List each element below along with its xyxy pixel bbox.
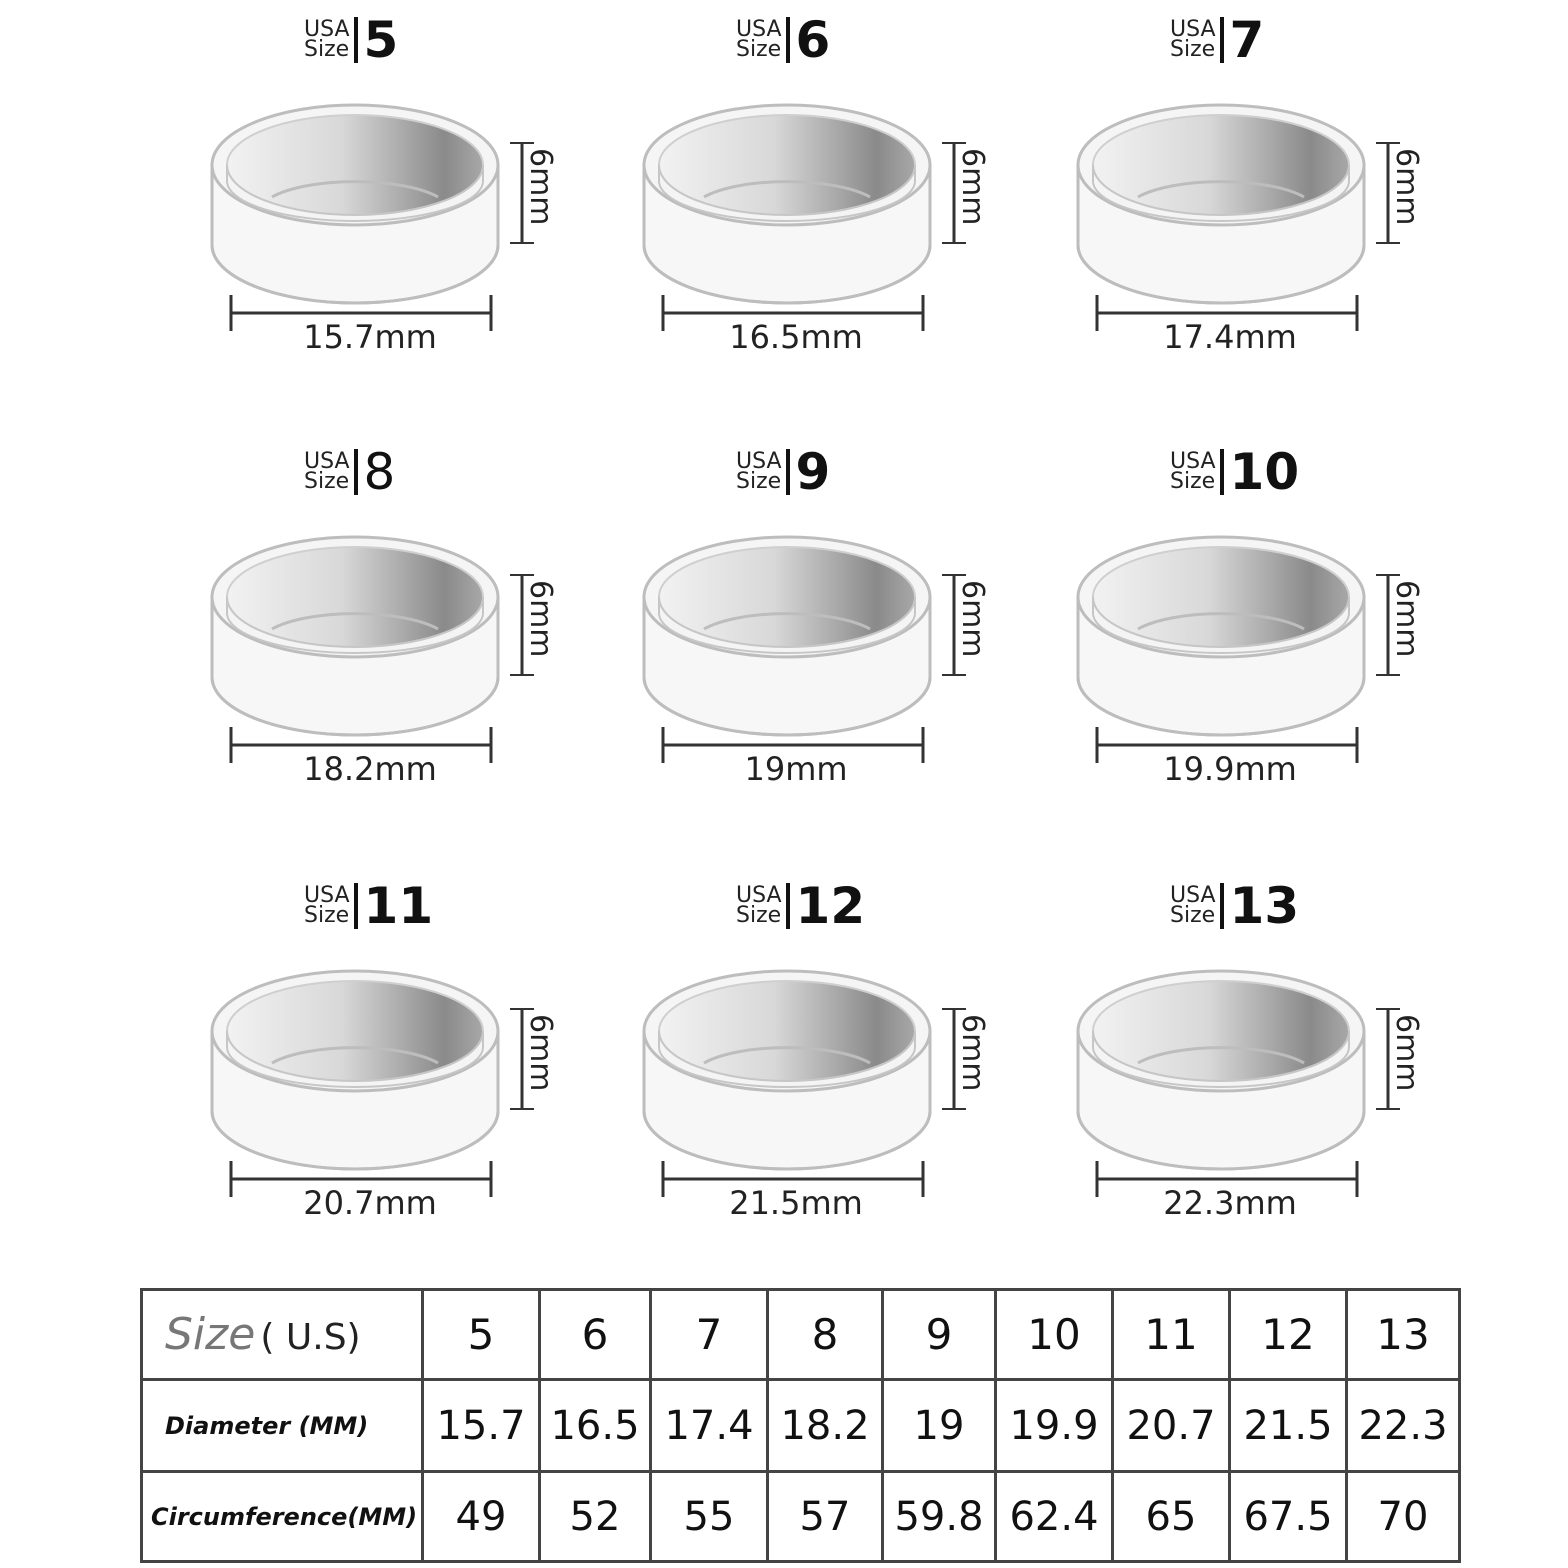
size-text: Size xyxy=(1170,903,1216,928)
size-text: Size xyxy=(304,469,350,494)
circumference-value: 62.4 xyxy=(996,1472,1113,1562)
ring-size-table xyxy=(140,1288,1461,1563)
size-value: 10 xyxy=(996,1290,1113,1380)
size-text: Size xyxy=(304,37,350,62)
usa-size-caption xyxy=(304,883,350,928)
circumference-value: 67.5 xyxy=(1230,1472,1347,1562)
ring-size-heading xyxy=(736,442,830,502)
diameter-value: 20.7 xyxy=(1113,1380,1230,1472)
ring-size-heading xyxy=(304,442,395,502)
ring-size-number: 7 xyxy=(1229,11,1265,69)
size-value: 11 xyxy=(1113,1290,1230,1380)
ring-cell-size-7 xyxy=(1076,0,1424,356)
ring-height-label: 6mm xyxy=(1389,580,1424,658)
usa-text: USA xyxy=(304,883,350,908)
diameter-row-label xyxy=(142,1380,423,1472)
size-row-label xyxy=(142,1290,423,1380)
circumference-value: 70 xyxy=(1347,1472,1460,1562)
size-text: Size xyxy=(736,903,782,928)
ring-height-label: 6mm xyxy=(955,1014,990,1092)
usa-size-caption xyxy=(1170,883,1216,928)
size-divider xyxy=(1220,883,1224,929)
size-text: Size xyxy=(1170,469,1216,494)
size-value: 9 xyxy=(883,1290,996,1380)
ring-diameter-label: 20.7mm xyxy=(303,1184,437,1222)
diameter-value: 22.3 xyxy=(1347,1380,1460,1472)
usa-size-caption xyxy=(736,449,782,494)
size-label-sub: ( U.S) xyxy=(260,1317,361,1358)
size-value: 6 xyxy=(540,1290,651,1380)
ring-cell-size-6 xyxy=(642,0,990,356)
ring-diameter-label: 21.5mm xyxy=(729,1184,863,1222)
size-divider xyxy=(354,17,358,63)
usa-text: USA xyxy=(304,449,350,474)
size-value: 8 xyxy=(768,1290,883,1380)
circumference-value: 57 xyxy=(768,1472,883,1562)
size-divider xyxy=(354,883,358,929)
diameter-value: 18.2 xyxy=(768,1380,883,1472)
size-label-word: Size xyxy=(165,1309,256,1360)
ring-diameter-label: 19mm xyxy=(744,750,848,788)
ring-diameter-label: 22.3mm xyxy=(1163,1184,1297,1222)
ring-size-number: 12 xyxy=(795,877,866,935)
size-divider xyxy=(1220,17,1224,63)
ring-diameter-label: 17.4mm xyxy=(1163,318,1297,356)
usa-text: USA xyxy=(1170,17,1216,42)
ring-diameter-label: 15.7mm xyxy=(303,318,437,356)
usa-size-caption xyxy=(304,17,350,62)
usa-text: USA xyxy=(736,883,782,908)
ring-size-number: 9 xyxy=(795,443,831,501)
size-value: 13 xyxy=(1347,1290,1460,1380)
ring-size-number: 5 xyxy=(363,11,399,69)
size-value: 12 xyxy=(1230,1290,1347,1380)
usa-size-caption xyxy=(1170,449,1216,494)
ring-size-heading xyxy=(304,10,398,70)
ring-height-label: 6mm xyxy=(523,580,558,658)
ring-size-heading xyxy=(304,876,433,936)
usa-size-caption xyxy=(736,883,782,928)
ring-size-number: 6 xyxy=(795,11,831,69)
circumference-value: 59.8 xyxy=(883,1472,996,1562)
diameter-value: 16.5 xyxy=(540,1380,651,1472)
ring-size-number: 10 xyxy=(1229,443,1300,501)
ring-size-heading xyxy=(1170,442,1299,502)
size-divider xyxy=(786,883,790,929)
ring-height-label: 6mm xyxy=(955,148,990,226)
usa-text: USA xyxy=(736,17,782,42)
circumference-value: 55 xyxy=(651,1472,768,1562)
usa-text: USA xyxy=(736,449,782,474)
ring-size-heading xyxy=(1170,876,1299,936)
circumference-value: 65 xyxy=(1113,1472,1230,1562)
size-value: 5 xyxy=(423,1290,540,1380)
ring-height-label: 6mm xyxy=(1389,1014,1424,1092)
diameter-value: 17.4 xyxy=(651,1380,768,1472)
size-divider xyxy=(354,449,358,495)
size-text: Size xyxy=(304,903,350,928)
ring-cell-size-10 xyxy=(1076,432,1424,788)
usa-size-caption xyxy=(304,449,350,494)
ring-cell-size-12 xyxy=(642,866,990,1222)
diameter-value: 15.7 xyxy=(423,1380,540,1472)
diameter-label: Diameter (MM) xyxy=(165,1411,369,1440)
size-divider xyxy=(786,449,790,495)
size-value: 7 xyxy=(651,1290,768,1380)
diameter-value: 19 xyxy=(883,1380,996,1472)
circumference-label: Circumference(MM) xyxy=(151,1502,418,1531)
ring-diameter-label: 18.2mm xyxy=(303,750,437,788)
size-text: Size xyxy=(736,37,782,62)
ring-cell-size-13 xyxy=(1076,866,1424,1222)
ring-diameter-label: 16.5mm xyxy=(729,318,863,356)
ring-cell-size-11 xyxy=(210,866,558,1222)
circumference-value: 49 xyxy=(423,1472,540,1562)
size-text: Size xyxy=(1170,37,1216,62)
diameter-value: 19.9 xyxy=(996,1380,1113,1472)
circumference-row-label xyxy=(142,1472,423,1562)
ring-size-heading xyxy=(1170,10,1264,70)
ring-height-label: 6mm xyxy=(523,1014,558,1092)
size-divider xyxy=(1220,449,1224,495)
ring-height-label: 6mm xyxy=(523,148,558,226)
usa-size-caption xyxy=(1170,17,1216,62)
ring-size-heading xyxy=(736,876,865,936)
usa-size-caption xyxy=(736,17,782,62)
table-row-diameter xyxy=(142,1380,1460,1472)
ring-diameter-label: 19.9mm xyxy=(1163,750,1297,788)
ring-height-label: 6mm xyxy=(1389,148,1424,226)
ring-cell-size-8 xyxy=(210,432,558,788)
usa-text: USA xyxy=(1170,883,1216,908)
size-divider xyxy=(786,17,790,63)
table-row-circumference xyxy=(142,1472,1460,1562)
usa-text: USA xyxy=(304,17,350,42)
ring-size-number: 11 xyxy=(363,877,434,935)
usa-text: USA xyxy=(1170,449,1216,474)
table-row-size xyxy=(142,1290,1460,1380)
ring-size-number: 8 xyxy=(363,443,396,501)
size-text: Size xyxy=(736,469,782,494)
circumference-value: 52 xyxy=(540,1472,651,1562)
ring-size-number: 13 xyxy=(1229,877,1300,935)
ring-height-label: 6mm xyxy=(955,580,990,658)
ring-cell-size-9 xyxy=(642,432,990,788)
diameter-value: 21.5 xyxy=(1230,1380,1347,1472)
ring-cell-size-5 xyxy=(210,0,558,356)
ring-size-heading xyxy=(736,10,830,70)
